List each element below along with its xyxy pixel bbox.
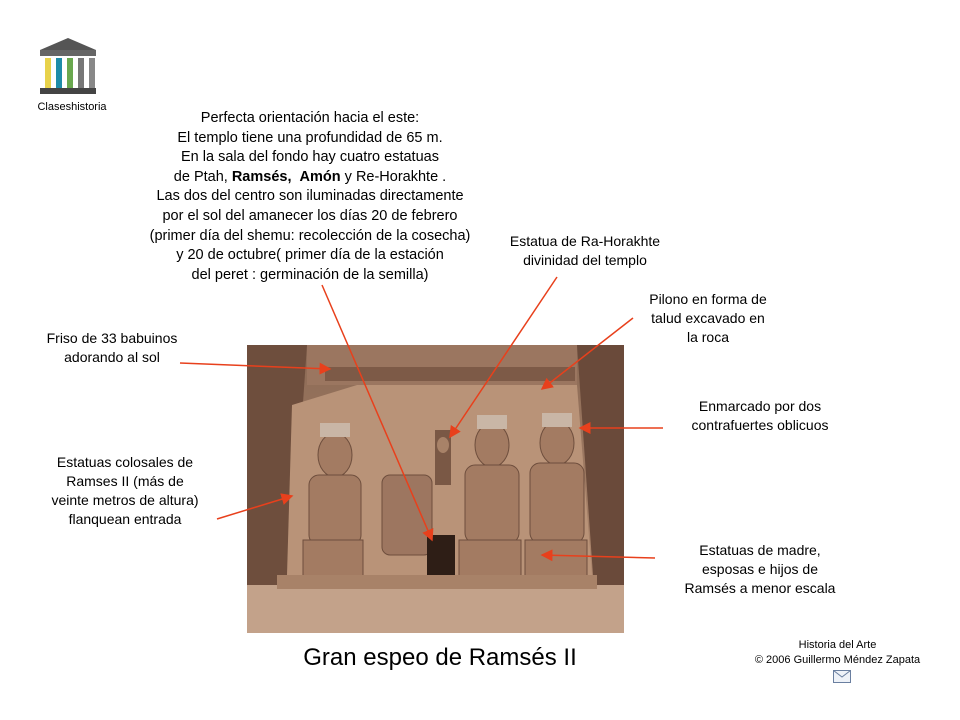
annotation-familia: Estatuas de madre, esposas e hijos de Ramsés a menor escala [684,542,836,596]
envelope-icon[interactable] [833,670,851,683]
abu-simbel-temple-photo [247,345,624,633]
annotation-enmarcado: Enmarcado por dos contrafuertes oblicuos [691,398,829,433]
footer-credits: Historia del Arte © 2006 Guillermo Méndez Zapata [754,639,921,666]
annotation-friso: Friso de 33 babuinos adorando al sol [46,330,178,365]
annotation-pilono: Pilono en forma de talud excavado en la roca [649,291,767,345]
annotation-colosales: Estatuas colosales de Ramses II (más de veinte metros de altura) flanquean entrada [51,454,199,527]
annotation-ra-horakhte: Estatua de Ra-Horakhte divinidad del templo [509,233,661,268]
greek-temple-icon [36,34,100,96]
logo-label: Claseshistoria [37,101,107,113]
orientation-note: Perfecta orientación hacia el este: El templo tiene una profundidad de 65 m. En la sala del fondo hay cuatro estatuas de Ptah, Ramsés, Amón y Re-Horakhte . Las dos del centro son iluminadas directamente por el sol del amanecer los días 20 de febrero (primer día del shemu: recolección de la cosecha) y 20 de octubre( primer día de la estación del peret : germinación de la semilla) [149,110,471,283]
slide-title: Gran espeo de Ramsés II [303,644,577,671]
